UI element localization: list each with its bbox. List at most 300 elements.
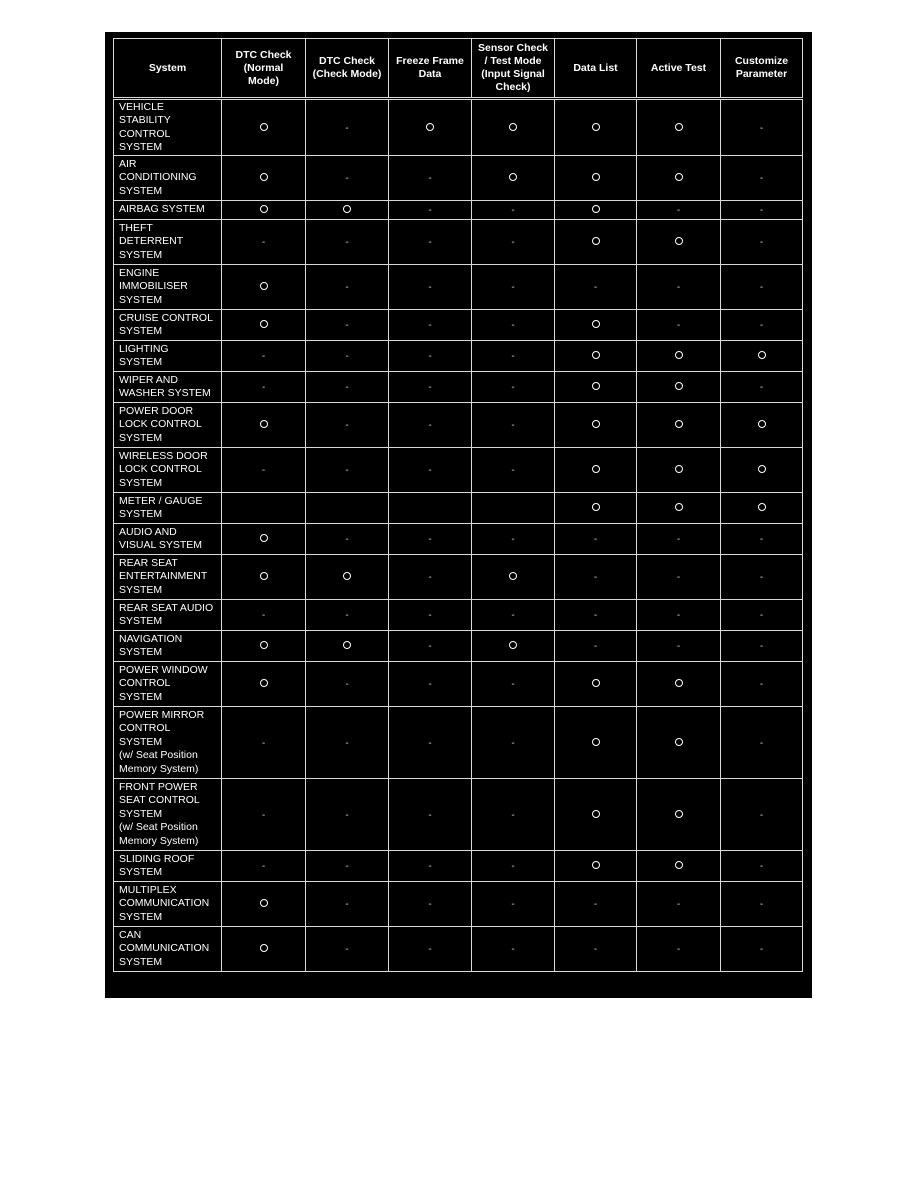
support-cell <box>555 201 637 220</box>
table-row <box>114 372 803 403</box>
col-header-active-test <box>637 39 721 99</box>
diagnostic-function-table <box>113 38 803 972</box>
supported-circle-icon <box>592 237 600 245</box>
support-cell <box>389 156 472 201</box>
system-name-cell <box>114 156 222 201</box>
header-text-line: Mode) <box>248 74 279 87</box>
header-text-line: (Normal <box>243 61 284 74</box>
support-cell <box>222 220 306 265</box>
support-cell <box>306 99 389 156</box>
support-cell <box>637 448 721 493</box>
supported-circle-icon <box>758 465 766 473</box>
support-cell <box>721 600 803 631</box>
supported-circle-icon <box>758 420 766 428</box>
system-name-line: Memory System) <box>119 762 199 775</box>
system-name-line: SYSTEM <box>119 910 163 923</box>
table-row <box>114 662 803 707</box>
support-cell <box>389 493 472 524</box>
system-name-line: DETERRENT <box>119 235 184 248</box>
table-row <box>114 403 803 448</box>
support-cell <box>637 600 721 631</box>
system-name-line: CONDITIONING <box>119 171 197 184</box>
supported-circle-icon <box>592 123 600 131</box>
system-name-cell <box>114 524 222 555</box>
system-name-cell <box>114 448 222 493</box>
supported-circle-icon <box>675 351 683 359</box>
supported-circle-icon <box>675 810 683 818</box>
supported-circle-icon <box>592 382 600 390</box>
supported-circle-icon <box>592 320 600 328</box>
not-supported-dash: - <box>511 899 515 910</box>
supported-circle-icon <box>260 572 268 580</box>
support-cell <box>222 265 306 310</box>
support-cell <box>472 403 555 448</box>
system-name-line: CAN <box>119 928 142 941</box>
header-text-line: Parameter <box>735 68 788 80</box>
not-supported-dash: - <box>676 320 681 331</box>
not-supported-dash: - <box>759 641 764 652</box>
support-cell <box>222 631 306 662</box>
supported-circle-icon <box>509 173 517 181</box>
supported-circle-icon <box>260 205 268 213</box>
not-supported-dash: - <box>511 861 515 872</box>
support-cell <box>306 220 389 265</box>
support-cell <box>637 707 721 779</box>
not-supported-dash: - <box>261 610 266 621</box>
not-supported-dash: - <box>511 610 515 621</box>
system-name-line: SYSTEM <box>119 646 163 658</box>
supported-circle-icon <box>592 810 600 818</box>
not-supported-dash: - <box>345 465 349 476</box>
col-header-sensor-check <box>472 39 555 99</box>
table-row <box>114 779 803 851</box>
not-supported-dash: - <box>759 809 764 821</box>
support-cell <box>472 341 555 372</box>
not-supported-dash: - <box>511 420 515 431</box>
table-row <box>114 493 803 524</box>
supported-circle-icon <box>675 173 683 181</box>
support-cell <box>555 851 637 882</box>
support-cell <box>389 403 472 448</box>
support-cell <box>555 662 637 707</box>
not-supported-dash: - <box>511 944 515 955</box>
support-cell <box>721 265 803 310</box>
system-name-line: SYSTEM <box>119 866 163 878</box>
table-row <box>114 851 803 882</box>
not-supported-dash: - <box>676 899 681 910</box>
support-cell <box>472 779 555 851</box>
support-cell <box>637 372 721 403</box>
not-supported-dash: - <box>759 237 764 248</box>
system-name-line: (w/ Seat Position <box>119 749 198 762</box>
support-cell <box>306 707 389 779</box>
support-cell <box>472 493 555 524</box>
not-supported-dash: - <box>428 679 432 690</box>
supported-circle-icon <box>675 738 683 746</box>
system-name-line: SYSTEM <box>119 184 163 197</box>
not-supported-dash: - <box>345 809 349 821</box>
system-name-line: SYSTEM <box>119 476 163 489</box>
support-cell <box>721 524 803 555</box>
support-cell <box>389 201 472 220</box>
support-cell <box>306 403 389 448</box>
not-supported-dash: - <box>428 237 432 248</box>
support-cell <box>306 493 389 524</box>
system-name-cell <box>114 372 222 403</box>
not-supported-dash: - <box>511 351 515 362</box>
system-name-line: SYSTEM <box>119 615 163 627</box>
not-supported-dash: - <box>511 465 515 476</box>
not-supported-dash: - <box>345 944 349 955</box>
table-row <box>114 882 803 927</box>
support-cell <box>306 927 389 972</box>
system-name-cell <box>114 600 222 631</box>
system-name-line: COMMUNICATION <box>119 897 210 910</box>
support-cell <box>472 265 555 310</box>
system-name-cell <box>114 341 222 372</box>
support-cell <box>637 779 721 851</box>
support-cell <box>637 201 721 220</box>
support-cell <box>472 707 555 779</box>
support-cell <box>389 341 472 372</box>
support-cell <box>472 631 555 662</box>
supported-circle-icon <box>592 173 600 181</box>
support-cell <box>637 555 721 600</box>
not-supported-dash: - <box>345 237 349 248</box>
supported-circle-icon <box>260 534 268 542</box>
system-name-line: WIRELESS DOOR <box>119 449 208 462</box>
support-cell <box>555 707 637 779</box>
table-row <box>114 927 803 972</box>
support-cell <box>472 555 555 600</box>
support-cell <box>222 372 306 403</box>
support-cell <box>721 156 803 201</box>
system-name-line: CONTROL <box>119 127 171 140</box>
not-supported-dash: - <box>428 534 432 545</box>
not-supported-dash: - <box>759 572 764 583</box>
not-supported-dash: - <box>428 861 432 872</box>
system-name-line: CONTROL <box>119 722 171 735</box>
support-cell <box>555 156 637 201</box>
system-name-cell <box>114 265 222 310</box>
support-cell <box>222 156 306 201</box>
support-cell <box>222 555 306 600</box>
system-name-line: POWER WINDOW <box>119 663 208 676</box>
support-cell <box>472 927 555 972</box>
support-cell <box>472 201 555 220</box>
support-cell <box>306 555 389 600</box>
support-cell <box>222 600 306 631</box>
not-supported-dash: - <box>345 122 349 134</box>
system-name-line: WASHER SYSTEM <box>119 387 211 399</box>
system-name-cell <box>114 555 222 600</box>
support-cell <box>222 707 306 779</box>
header-text-line: System <box>148 61 187 74</box>
support-cell <box>222 403 306 448</box>
supported-circle-icon <box>675 861 683 869</box>
support-cell <box>637 156 721 201</box>
table-row <box>114 555 803 600</box>
support-cell <box>555 927 637 972</box>
supported-circle-icon <box>592 861 600 869</box>
supported-circle-icon <box>592 205 600 213</box>
not-supported-dash: - <box>261 237 266 248</box>
support-cell <box>222 851 306 882</box>
system-name-line: ENTERTAINMENT <box>119 570 208 583</box>
system-name-line: COMMUNICATION <box>119 942 210 955</box>
support-cell <box>389 779 472 851</box>
not-supported-dash: - <box>511 679 515 690</box>
support-cell <box>637 882 721 927</box>
system-name-line: SYSTEM <box>119 807 163 820</box>
header-text-line: Freeze Frame <box>396 55 464 67</box>
support-cell <box>637 851 721 882</box>
supported-circle-icon <box>675 382 683 390</box>
support-cell <box>472 310 555 341</box>
system-name-cell <box>114 851 222 882</box>
support-cell <box>222 927 306 972</box>
system-name-line: ENGINE <box>119 266 160 279</box>
system-name-line: SYSTEM <box>119 248 163 261</box>
header-text-line: Data <box>418 68 442 80</box>
header-text-line: DTC Check <box>235 48 292 61</box>
not-supported-dash: - <box>428 282 432 293</box>
table-row <box>114 99 803 156</box>
support-cell <box>721 403 803 448</box>
not-supported-dash: - <box>676 205 681 216</box>
system-name-line: LOCK CONTROL <box>119 418 202 431</box>
system-name-line: VISUAL SYSTEM <box>119 539 203 551</box>
system-name-cell <box>114 220 222 265</box>
supported-circle-icon <box>509 572 517 580</box>
supported-circle-icon <box>592 738 600 746</box>
col-header-customize-parameter <box>721 39 803 99</box>
support-cell <box>555 524 637 555</box>
support-cell <box>721 372 803 403</box>
system-name-line: STABILITY <box>119 114 171 126</box>
system-name-cell <box>114 631 222 662</box>
system-name-line: CRUISE CONTROL <box>119 311 213 324</box>
not-supported-dash: - <box>428 737 432 749</box>
not-supported-dash: - <box>261 465 266 476</box>
system-name-line: SYSTEM <box>119 955 163 968</box>
supported-circle-icon <box>509 641 517 649</box>
support-cell <box>389 662 472 707</box>
support-cell <box>306 882 389 927</box>
support-cell <box>389 631 472 662</box>
support-cell <box>306 448 389 493</box>
not-supported-dash: - <box>261 737 266 749</box>
not-supported-dash: - <box>345 899 349 910</box>
support-cell <box>389 707 472 779</box>
not-supported-dash: - <box>759 382 764 393</box>
support-cell <box>306 341 389 372</box>
system-name-line: SYSTEM <box>119 431 163 444</box>
system-name-line: SYSTEM <box>119 690 163 703</box>
system-name-line: SEAT CONTROL <box>119 794 200 807</box>
supported-circle-icon <box>260 899 268 907</box>
not-supported-dash: - <box>511 737 515 749</box>
support-cell <box>555 341 637 372</box>
support-cell <box>555 372 637 403</box>
header-text-line: Data List <box>573 61 618 74</box>
support-cell <box>472 882 555 927</box>
not-supported-dash: - <box>428 382 432 393</box>
support-cell <box>721 662 803 707</box>
system-name-line: VEHICLE <box>119 100 164 113</box>
supported-circle-icon <box>675 465 683 473</box>
system-name-line: REAR SEAT <box>119 556 178 569</box>
not-supported-dash: - <box>345 282 349 293</box>
support-cell <box>637 662 721 707</box>
table-row <box>114 448 803 493</box>
support-cell <box>637 99 721 156</box>
not-supported-dash: - <box>428 641 432 652</box>
support-cell <box>306 779 389 851</box>
system-name-cell <box>114 403 222 448</box>
system-name-line: LOCK CONTROL <box>119 463 202 476</box>
not-supported-dash: - <box>759 679 764 690</box>
table-row <box>114 220 803 265</box>
supported-circle-icon <box>260 420 268 428</box>
supported-circle-icon <box>758 351 766 359</box>
not-supported-dash: - <box>428 572 432 583</box>
support-cell <box>637 524 721 555</box>
support-cell <box>555 220 637 265</box>
support-cell <box>721 779 803 851</box>
header-text-line: Check) <box>495 81 531 93</box>
support-cell <box>472 156 555 201</box>
support-cell <box>472 448 555 493</box>
system-name-line: SYSTEM <box>119 356 163 368</box>
support-cell <box>721 220 803 265</box>
supported-circle-icon <box>592 420 600 428</box>
system-name-cell <box>114 99 222 156</box>
not-supported-dash: - <box>759 122 764 134</box>
supported-circle-icon <box>509 123 517 131</box>
support-cell <box>222 524 306 555</box>
support-cell <box>721 927 803 972</box>
support-cell <box>555 493 637 524</box>
support-cell <box>555 448 637 493</box>
support-cell <box>306 201 389 220</box>
not-supported-dash: - <box>676 944 681 955</box>
system-name-cell <box>114 201 222 220</box>
support-cell <box>389 448 472 493</box>
support-cell <box>637 220 721 265</box>
support-cell <box>555 99 637 156</box>
supported-circle-icon <box>758 503 766 511</box>
support-cell <box>389 99 472 156</box>
system-name-line: NAVIGATION <box>119 632 183 645</box>
support-cell <box>721 493 803 524</box>
system-name-line: (w/ Seat Position <box>119 821 198 834</box>
support-cell <box>306 524 389 555</box>
support-cell <box>637 265 721 310</box>
not-supported-dash: - <box>759 320 764 331</box>
table-row <box>114 524 803 555</box>
support-cell <box>555 882 637 927</box>
supported-circle-icon <box>675 679 683 687</box>
not-supported-dash: - <box>428 944 432 955</box>
not-supported-dash: - <box>428 610 432 621</box>
support-cell <box>472 600 555 631</box>
not-supported-dash: - <box>759 205 764 216</box>
system-name-line: AIRBAG SYSTEM <box>119 203 205 216</box>
support-cell <box>389 882 472 927</box>
support-cell <box>721 99 803 156</box>
support-cell <box>389 524 472 555</box>
supported-circle-icon <box>592 465 600 473</box>
support-cell <box>472 99 555 156</box>
not-supported-dash: - <box>261 351 266 362</box>
not-supported-dash: - <box>759 861 764 872</box>
support-cell <box>555 265 637 310</box>
support-cell <box>306 265 389 310</box>
not-supported-dash: - <box>345 173 349 184</box>
system-name-line: POWER MIRROR <box>119 708 205 721</box>
support-cell <box>306 600 389 631</box>
table-body <box>114 99 803 972</box>
support-cell <box>389 555 472 600</box>
support-cell <box>472 524 555 555</box>
system-name-line: AUDIO AND <box>119 525 177 538</box>
support-cell <box>306 372 389 403</box>
support-cell <box>389 220 472 265</box>
not-supported-dash: - <box>759 173 764 184</box>
system-name-line: CONTROL <box>119 677 171 690</box>
table-row <box>114 341 803 372</box>
support-cell <box>222 310 306 341</box>
not-supported-dash: - <box>593 641 598 652</box>
supported-circle-icon <box>260 282 268 290</box>
support-cell <box>222 341 306 372</box>
support-cell <box>306 851 389 882</box>
not-supported-dash: - <box>676 572 681 583</box>
not-supported-dash: - <box>759 534 764 545</box>
col-header-dtc-check-check-mode <box>306 39 389 99</box>
support-cell <box>555 600 637 631</box>
not-supported-dash: - <box>511 205 515 216</box>
support-cell <box>721 707 803 779</box>
not-supported-dash: - <box>593 610 598 621</box>
not-supported-dash: - <box>759 610 764 621</box>
header-text-line: Active Test <box>650 61 707 74</box>
not-supported-dash: - <box>593 899 598 910</box>
system-name-cell <box>114 779 222 851</box>
supported-circle-icon <box>675 123 683 131</box>
system-name-line: MULTIPLEX <box>119 883 177 896</box>
supported-circle-icon <box>260 123 268 131</box>
support-cell <box>222 882 306 927</box>
not-supported-dash: - <box>428 351 432 362</box>
support-cell <box>637 341 721 372</box>
col-header-freeze-frame-data <box>389 39 472 99</box>
supported-circle-icon <box>343 205 351 213</box>
not-supported-dash: - <box>345 610 349 621</box>
system-name-line: FRONT POWER <box>119 780 198 793</box>
support-cell <box>389 265 472 310</box>
table-row <box>114 310 803 341</box>
support-cell <box>555 403 637 448</box>
support-cell <box>721 448 803 493</box>
support-cell <box>389 310 472 341</box>
support-cell <box>637 631 721 662</box>
system-name-line: SYSTEM <box>119 735 163 748</box>
support-cell <box>306 310 389 341</box>
support-cell <box>555 310 637 341</box>
support-cell <box>637 493 721 524</box>
